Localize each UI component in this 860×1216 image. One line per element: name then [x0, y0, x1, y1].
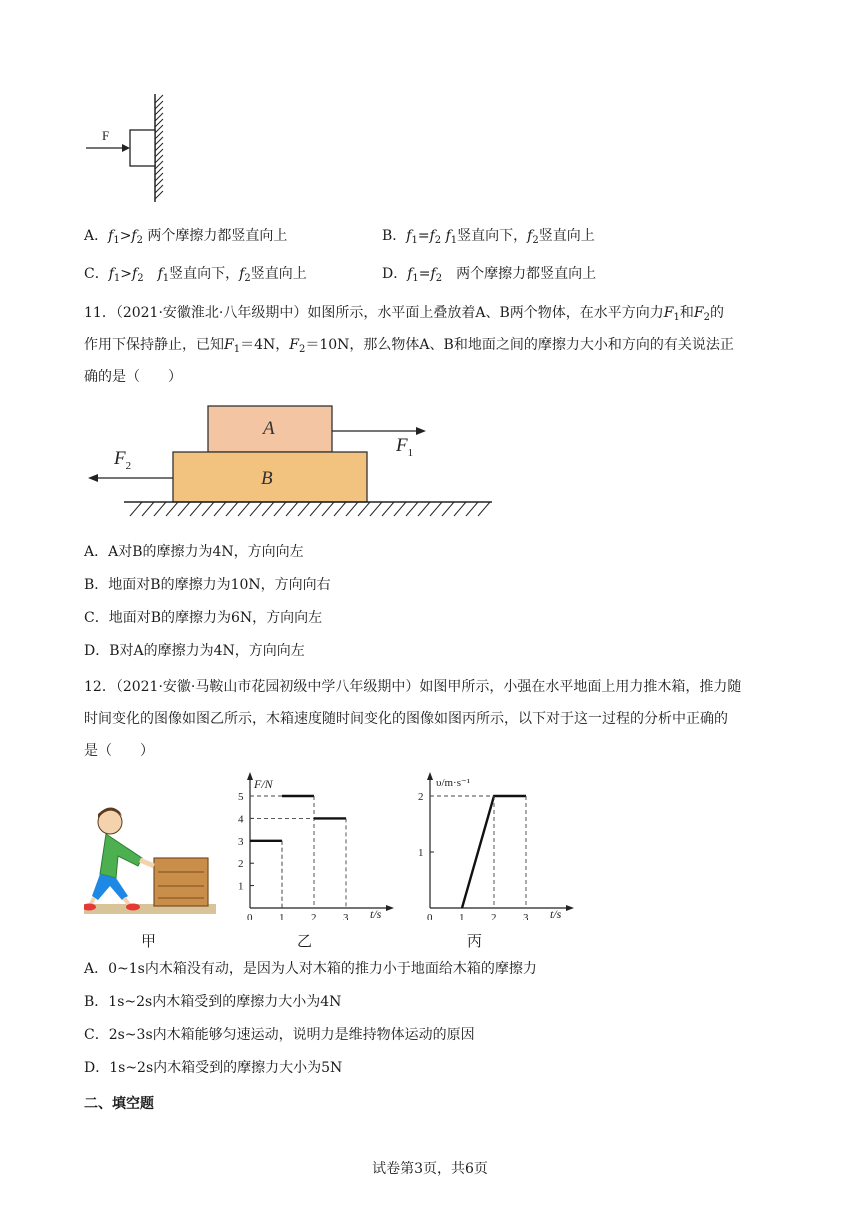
- q11-option-b[interactable]: B．地面对B的摩擦力为10N，方向向右: [84, 577, 331, 593]
- q11-stem-line1: 11．（2021·安徽淮北·八年级期中）如图所示，水平面上叠放着A、B两个物体，在水平方向力$F_1$和$F_2$的: [84, 305, 724, 323]
- ft-xtick-label: 1: [279, 912, 285, 920]
- q12-option-c[interactable]: C．2s~3s内木箱能够匀速运动，说明力是维持物体运动的原因: [84, 1027, 475, 1043]
- q11-option-a[interactable]: A．A对B的摩擦力为4N，方向向左: [84, 544, 304, 560]
- pressed-block: [130, 130, 155, 166]
- ft-ytick-label: 5: [238, 791, 244, 803]
- ft-xtick-label: 3: [343, 912, 349, 920]
- q10-option-c[interactable]: C．$f_1>f_2$ $f_1$竖直向下，$f_2$竖直向上: [84, 266, 307, 284]
- vt-xtick-label: 0: [427, 912, 433, 920]
- q12-option-b[interactable]: B．1s~2s内木箱受到的摩擦力大小为4N: [84, 994, 342, 1010]
- boy-pants: [92, 874, 128, 900]
- q11-stem-line2: 作用下保持静止，已知$F_1=4N$，$F_2=10N$，那么物体A、B和地面之间的摩擦力大小和方向的有关说法正: [84, 337, 734, 355]
- vt-xtick-label: 2: [491, 912, 497, 920]
- vt-ytick-label: 2: [418, 791, 424, 803]
- vt-xtick-label: 1: [459, 912, 465, 920]
- q10-option-a[interactable]: A．$f_1>f_2$ 两个摩擦力都竖直向上: [84, 228, 288, 246]
- force-time-chart: [230, 770, 400, 920]
- f1-label: $F_1$: [396, 435, 414, 459]
- f2-label: $F_2$: [114, 448, 132, 472]
- ft-xtick-label: 2: [311, 912, 317, 920]
- ft-ytick-label: 1: [238, 880, 244, 893]
- q12-stem-line1: 12．（2021·安徽·马鞍山市花园初级中学八年级期中）如图甲所示，小强在水平地面上用力推木箱，推力随: [84, 679, 742, 695]
- block-b-label: B: [261, 468, 273, 489]
- q12-stem-line3: 是（ ）: [84, 743, 154, 759]
- vt-ytick-label: 1: [418, 847, 424, 859]
- force-label: F: [102, 128, 110, 143]
- section-title: 二、填空题: [84, 1096, 154, 1112]
- q11-option-d[interactable]: D．B对A的摩擦力为4N，方向向左: [84, 643, 305, 659]
- boy-pushing-box-illustration: [84, 800, 218, 916]
- page-footer: 试卷第3页，共6页: [372, 1161, 488, 1177]
- wooden-box: [154, 858, 208, 906]
- figure-label-jia: 甲: [141, 932, 157, 950]
- velocity-time-chart: [410, 770, 580, 920]
- stacked-blocks-figure: [80, 398, 500, 528]
- block-a-label: A: [263, 418, 275, 439]
- ft-xtick-label: 0: [247, 912, 253, 920]
- ft-ylabel: F/N: [254, 777, 273, 791]
- q10-option-b[interactable]: B．$f_1=f_2$ $f_1$竖直向下，$f_2$竖直向上: [382, 228, 595, 246]
- q11-option-c[interactable]: C．地面对B的摩擦力为6N，方向向左: [84, 610, 323, 626]
- q12-stem-line2: 时间变化的图像如图乙所示，木箱速度随时间变化的图像如图丙所示，以下对于这一过程的分析中正确的: [84, 711, 728, 727]
- boy-shirt: [100, 834, 142, 878]
- q12-option-d[interactable]: D．1s~2s内木箱受到的摩擦力大小为5N: [84, 1060, 343, 1076]
- q12-option-a[interactable]: A．0~1s内木箱没有动，是因为人对木箱的推力小于地面给木箱的摩擦力: [84, 961, 537, 977]
- vt-xlabel: t/s: [550, 907, 562, 920]
- ft-ytick-label: 2: [238, 858, 244, 871]
- wall-block-figure: [80, 90, 180, 210]
- figure-label-yi: 乙: [297, 932, 313, 950]
- figure-label-bing: 丙: [467, 932, 483, 950]
- ft-ytick-label: 4: [238, 813, 244, 826]
- q11-stem-line3: 确的是（ ）: [84, 369, 182, 385]
- q10-option-d[interactable]: D．$f_1=f_2$ 两个摩擦力都竖直向上: [382, 266, 597, 284]
- vt-xtick-label: 3: [523, 912, 529, 920]
- ft-xlabel: t/s: [370, 907, 382, 920]
- vt-ylabel: υ/m·s⁻¹: [436, 777, 471, 789]
- ft-ytick-label: 3: [238, 835, 244, 848]
